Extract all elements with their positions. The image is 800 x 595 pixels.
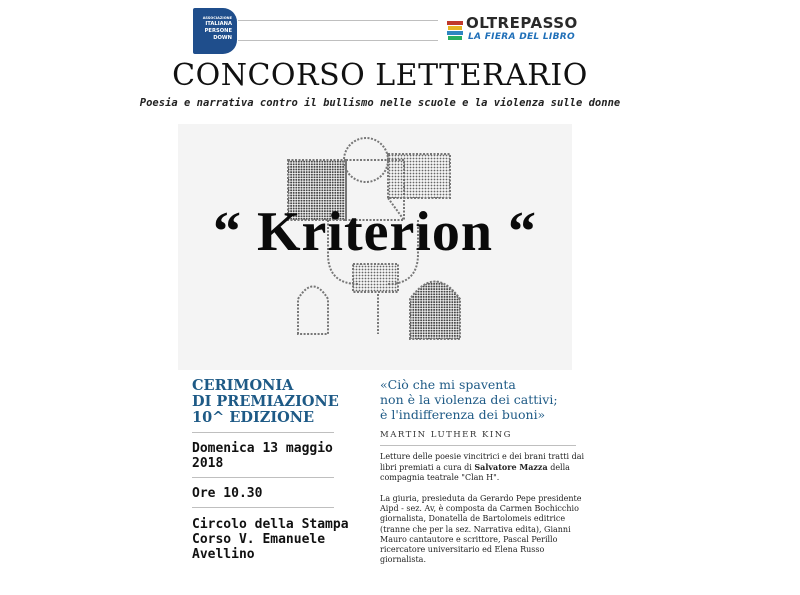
page-subtitle: Poesia e narrativa contro il bullismo nelle scuole e la violenza sulle donne: [139, 97, 621, 109]
quote-line: non è la violenza dei cattivi;: [380, 392, 558, 407]
event-place: [192, 517, 349, 562]
quote: [380, 377, 558, 422]
event-place-line: Corso V. Emanuele: [192, 532, 326, 547]
event-time: Ore 10.30: [192, 486, 263, 501]
event-date-line: 2018: [192, 456, 224, 471]
paragraph-line: compagnia teatrale "Clan H".: [380, 473, 500, 483]
paragraph-line: giornalista, Donatella de Bartolomeis editrice: [380, 514, 566, 524]
paragraph-line: (tranne che per la sez. Narrativa edita), Gianni: [380, 524, 571, 534]
readings-paragraph: [380, 452, 592, 484]
paragraph-line: libri premiati a cura di Salvatore Mazza della: [380, 462, 570, 473]
divider: [192, 507, 334, 508]
jury-paragraph: [380, 494, 592, 565]
event-place-line: Avellino: [192, 547, 255, 562]
ceremony-line: CERIMONIA: [192, 377, 294, 394]
aipd-logo-line: PERSONE: [204, 28, 232, 34]
quote-author: MARTIN LUTHER KING: [380, 430, 512, 440]
event-date-line: Domenica 13 maggio: [192, 441, 333, 456]
paragraph-line: Letture delle poesie vincitrici e dei brani tratti dai: [380, 452, 585, 461]
ceremony-line: DI PREMIAZIONE: [192, 393, 339, 410]
header-rule: [238, 40, 438, 41]
ceremony-heading: [192, 378, 339, 426]
ceremony-line: 10^ EDIZIONE: [192, 409, 315, 426]
event-place-line: Circolo della Stampa: [192, 517, 349, 532]
paragraph-line: giornalista.: [380, 555, 426, 565]
event-date: [192, 441, 333, 471]
paragraph-line: Mauro cantautore e scrittore, Pascal Perillo: [380, 534, 558, 544]
aipd-logo-line: ASSOCIAZIONE: [202, 16, 232, 20]
divider: [192, 477, 334, 478]
reader-name: Salvatore Mazza: [474, 462, 548, 473]
paragraph-line: ricercatore universitario ed Elena Russo: [380, 545, 545, 555]
divider: [380, 445, 576, 446]
aipd-logo-line: ITALIANA: [205, 21, 232, 27]
hero-title: “ Kriterion “: [212, 201, 538, 263]
header-rule: [238, 20, 438, 21]
oltrepasso-title: OLTREPASSO: [466, 14, 578, 32]
books-icon: [446, 18, 464, 42]
paragraph-line: Aipd - sez. Av, è composta da Carmen Bochicchio: [380, 504, 579, 514]
aipd-logo: [193, 8, 237, 54]
page-title: CONCORSO LETTERARIO: [172, 58, 588, 93]
quote-line: è l'indifferenza dei buoni»: [380, 407, 546, 422]
quote-line: «Ciò che mi spaventa: [380, 377, 516, 392]
oltrepasso-logo: [446, 16, 576, 44]
paragraph-line: La giuria, presieduta da Gerardo Pepe presidente: [380, 494, 582, 503]
oltrepasso-subtitle: LA FIERA DEL LIBRO: [468, 32, 575, 42]
divider: [192, 432, 334, 433]
aipd-logo-line: DOWN: [213, 35, 232, 41]
